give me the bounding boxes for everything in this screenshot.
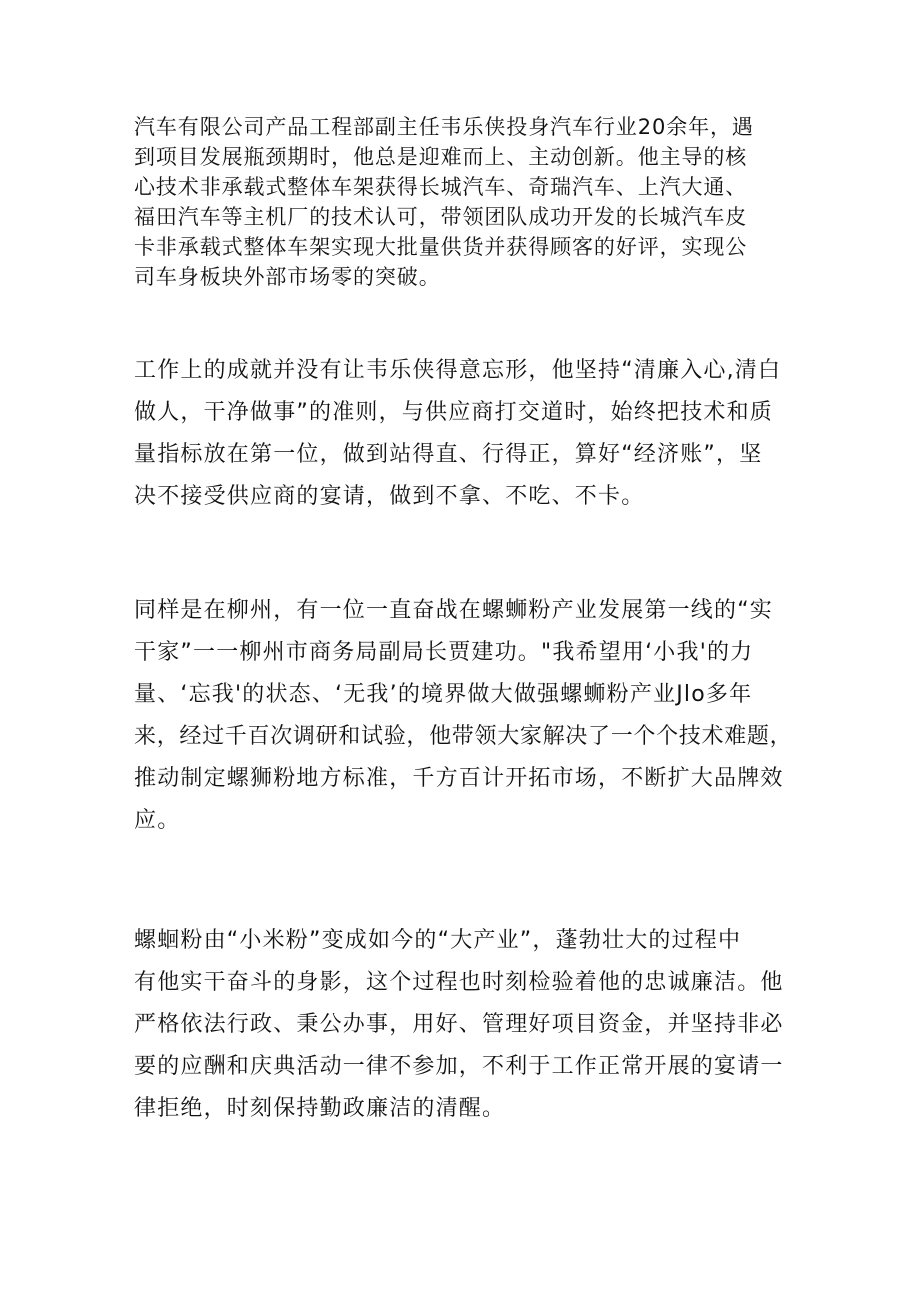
paragraph-line: 推动制定螺狮粉地方标准，千方百计开拓市场，不断扩大品牌效 (134, 766, 784, 791)
paragraph-line: 量、‘忘我'的状态、‘无我’的境界做大做强螺蛳粉产业Jlo多年 (134, 682, 753, 707)
paragraph-line: 工作上的成就并没有让韦乐侠得意忘形，他坚持“清廉入心,清白 (134, 358, 782, 383)
paragraph-line: 汽车有限公司产品工程部副主任韦乐侠投身汽车行业20余年，遇 (134, 115, 754, 139)
paragraph-3 (134, 590, 794, 842)
paragraph-line: 到项目发展瓶颈期时，他总是迎难而上、主动创新。他主导的核 (134, 145, 748, 169)
paragraph-line: 同样是在柳州，有一位一直奋战在螺蛳粉产业发展第一线的“实 (134, 598, 773, 623)
paragraph-line: 心技术非承载式整体车架获得长城汽车、奇瑞汽车、上汽大通、 (134, 175, 748, 199)
paragraph-line: 卡非承载式整体车架实现大批量供货并获得顾客的好评，实现公 (134, 235, 748, 259)
paragraph-line: 螺蛔粉由“小米粉”变成如今的“大产业”，蓬勃壮大的过程中 (134, 928, 742, 953)
paragraph-line: 决不接受供应商的宴请，做到不拿、不吃、不卡。 (134, 484, 645, 509)
paragraph-line: 干家”一一柳州市商务局副局长贾建功。"我希望用‘小我'的力 (134, 640, 754, 665)
paragraph-2 (134, 350, 794, 518)
paragraph-line: 要的应酬和庆典活动一律不参加，不利于工作正常开展的宴请一 (134, 1054, 784, 1079)
paragraph-line: 来，经过千百次调研和试验，他带领大家解决了一个个技术难题， (134, 724, 793, 749)
paragraph-line: 有他实干奋斗的身影，这个过程也时刻检验着他的忠诚廉洁。他 (134, 970, 784, 995)
paragraph-line: 量指标放在第一位，做到站得直、行得正，算好“经济账”，坚 (134, 442, 763, 467)
paragraph-line: 严格依法行政、秉公办事，用好、管理好项目资金，并坚持非必 (134, 1012, 784, 1037)
paragraph-line: 司车身板块外部市场零的突破。 (134, 265, 441, 289)
paragraph-line: 福田汽车等主机厂的技术认可，带领团队成功开发的长城汽车皮 (134, 205, 748, 229)
paragraph-line: 应。 (134, 808, 181, 833)
paragraph-4 (134, 920, 794, 1130)
paragraph-line: 做人，干净做事”的准则，与供应商打交道时，始终把技术和质 (134, 400, 773, 425)
paragraph-line: 律拒绝，时刻保持勤政廉洁的清醒。 (134, 1096, 506, 1121)
paragraph-1 (134, 112, 794, 292)
